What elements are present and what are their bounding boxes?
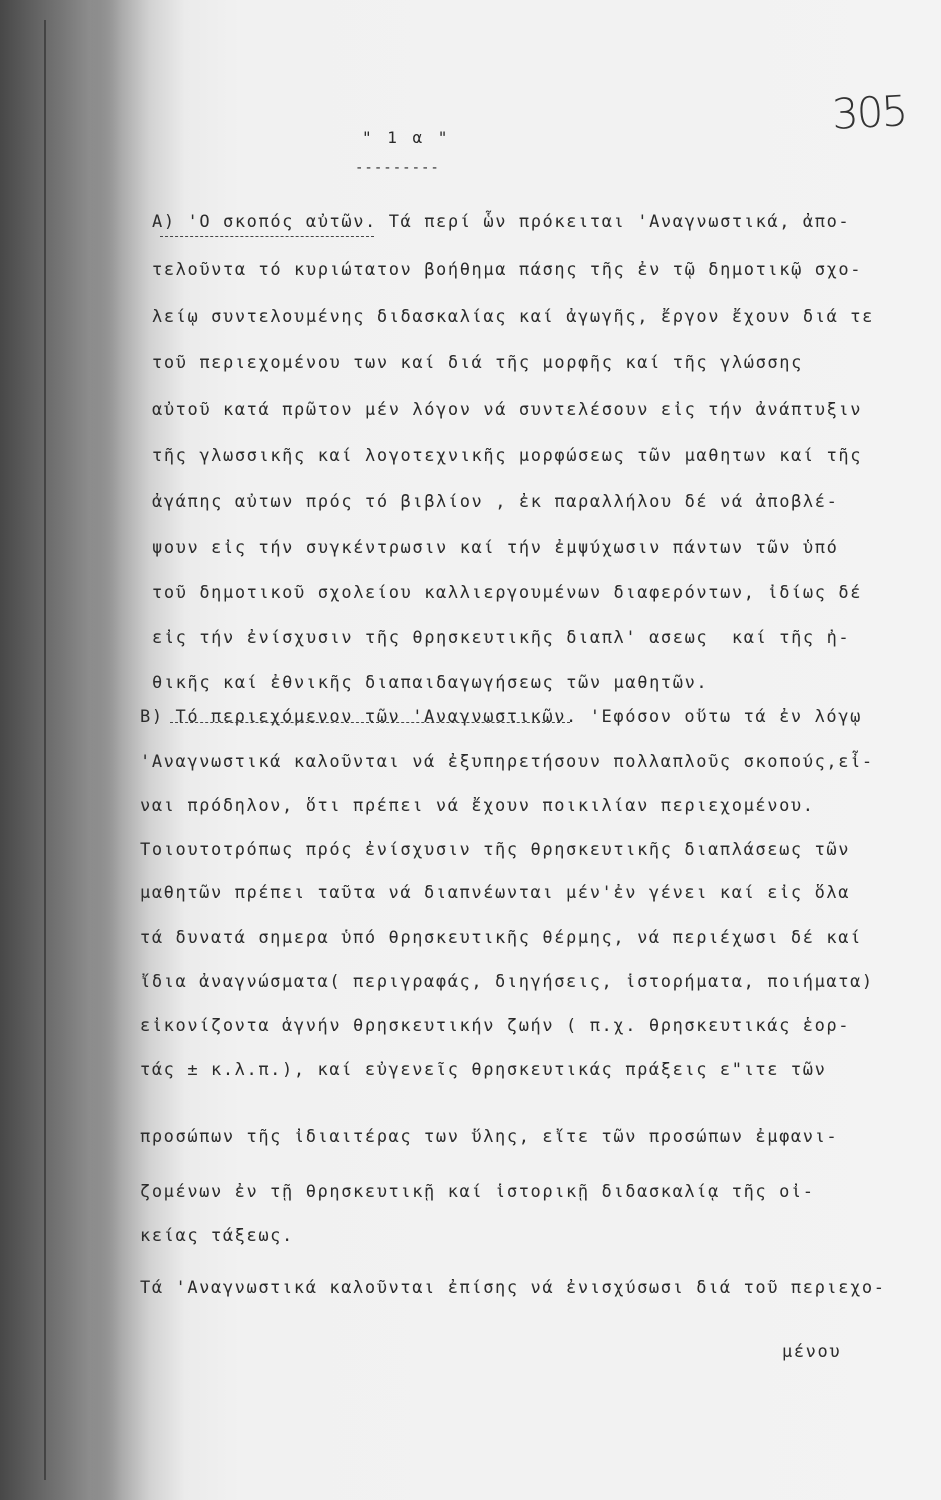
title-underline: --------- [355, 160, 440, 176]
text-line: τῆς γλωσσικῆς καί λογοτεχνικῆς μορφώσεως τῶν μαθητων καί τῆς [152, 446, 863, 466]
text-line: τάς ± κ.λ.π.), καί εὐγενεῖς θρησκευτικάς πράξεις ε"ιτε τῶν [140, 1060, 827, 1080]
section-title: " 1 α " [362, 128, 451, 147]
page-edge [44, 20, 46, 1480]
text-line: αὐτοῦ κατά πρῶτον μέν λόγον νά συντελέσουν εἰς τήν ἀνάπτυξιν [152, 400, 863, 420]
page-number: 305 [830, 86, 908, 139]
text-line: μαθητῶν πρέπει ταῦτα νά διαπνέωνται μέν'ἐν γένει καί εἰς ὅλα [140, 883, 851, 903]
text-line: θικῆς καί ἐθνικῆς διαπαιδαγωγήσεως τῶν μαθητῶν. [152, 673, 709, 693]
text-line: Τά 'Αναγνωστικά καλοῦνται ἐπίσης νά ἐνισχύσωσι διά τοῦ περιεχο- [140, 1278, 886, 1298]
text-line: εἰς τήν ἐνίσχυσιν τῆς θρησκευτικῆς διαπλ' ασεως καί τῆς ἠ- [152, 628, 851, 648]
text-line: ναι πρόδηλον, ὅτι πρέπει νά ἔχουν ποικιλίαν περιεχομένου. [140, 796, 815, 816]
text-line: Τοιουτοτρόπως πρός ἐνίσχυσιν τῆς θρησκευτικῆς διαπλάσεως τῶν [140, 840, 851, 860]
text-line: τοῦ περιεχομένου των καί διά τῆς μορφῆς καί τῆς γλώσσης [152, 353, 803, 373]
text-line: Α) 'Ο σκοπός αὐτῶν. Τά περί ὧν πρόκειται 'Αναγνωστικά, ἀπο- [152, 212, 851, 232]
text-line: 'Αναγνωστικά καλοῦνται νά ἐξυπηρετήσουν πολλαπλοῦς σκοπούς,εἶ- [140, 752, 874, 772]
text-line: ἴδια ἀναγνώσματα( περιγραφάς, διηγήσεις, ἱστορήματα, ποιήματα) [140, 972, 874, 992]
text-line: Β) Τό περιεχόμενον τῶν 'Αναγνωστικῶν. 'Εφόσον οὕτω τά ἐν λόγῳ [140, 707, 862, 727]
heading-underline [170, 722, 570, 723]
heading-underline [160, 236, 374, 237]
text-line: ἀγάπης αὐτων πρός τό βιβλίον , ἐκ παραλλήλου δέ νά ἀποβλέ- [152, 492, 839, 512]
text-line: τά δυνατά σημερα ὑπό θρησκευτικῆς θέρμης, νά περιέχωσι δέ καί [140, 928, 862, 948]
text-line: τοῦ δημοτικοῦ σχολείου καλλιεργουμένων διαφερόντων, ἰδίως δέ [152, 583, 863, 603]
text-line: λείῳ συντελουμένης διδασκαλίας καί ἀγωγῆς, ἔργον ἔχουν διά τε [152, 307, 874, 327]
text-line: μένου [782, 1342, 842, 1362]
text-line: εἰκονίζοντα ἁγνήν θρησκευτικήν ζωήν ( π.χ. θρησκευτικάς ἑορ- [140, 1016, 851, 1036]
text-line: προσώπων τῆς ἰδιαιτέρας των ὕλης, εἴτε τῶν προσώπων ἐμφανι- [140, 1127, 839, 1147]
book-binding-shadow [0, 0, 120, 1500]
text-line: κείας τάξεως. [140, 1226, 294, 1246]
text-line: ψουν εἰς τήν συγκέντρωσιν καί τήν ἐμψύχωσιν πάντων τῶν ὑπό [152, 538, 839, 558]
text-line: τελοῦντα τό κυριώτατον βοήθημα πάσης τῆς ἐν τῷ δημοτικῷ σχο- [152, 260, 863, 280]
text-line: ζομένων ἐν τῇ θρησκευτικῇ καί ἱστορικῇ διδασκαλίᾳ τῆς οἰ- [140, 1182, 815, 1202]
